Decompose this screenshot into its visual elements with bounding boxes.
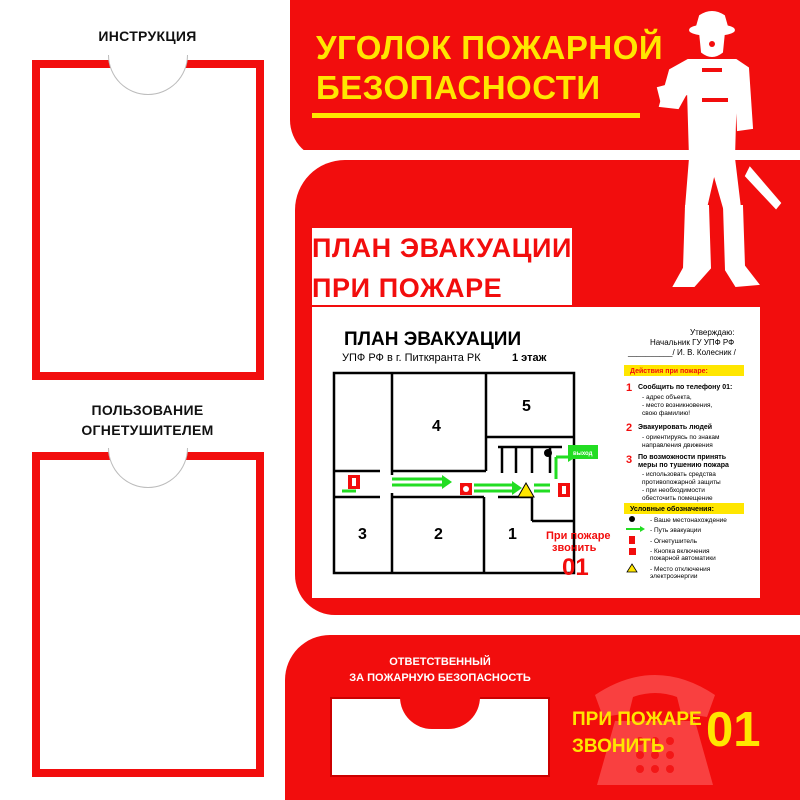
step-1-title: Сообщить по телефону 01: [638, 384, 733, 391]
exit-sign-label: выход [573, 451, 593, 457]
responsible-label-line1: ОТВЕТСТВЕННЫЙ [389, 656, 491, 668]
legend-alarm-icon [629, 548, 636, 555]
emergency-call-line2: ЗВОНИТЬ [572, 736, 665, 757]
extinguisher-label-line2: ОГНЕТУШИТЕЛЕМ [81, 422, 214, 438]
plan-call-line2: звонить [552, 542, 597, 554]
room-3: 3 [358, 526, 367, 543]
plan-subtitle: УПФ РФ в г. Питкяранта РК [342, 352, 481, 364]
approve-line2: Начальник ГУ УПФ РФ [650, 338, 735, 347]
extinguisher-label [40, 400, 255, 440]
step-3-detail: - при необходимости [642, 487, 705, 494]
evacuation-plan-drawing [312, 307, 760, 598]
evacuation-plan [310, 305, 762, 600]
emergency-call-line1: ПРИ ПОЖАРЕ [572, 709, 702, 730]
approve-line1: Утверждаю: [690, 328, 735, 337]
room-4: 4 [432, 418, 441, 435]
plan-floor: 1 этаж [512, 352, 547, 364]
step-3-detail: противопожарной защиты [642, 479, 721, 486]
responsible-label-line2: ЗА ПОЖАРНУЮ БЕЗОПАСНОСТЬ [349, 672, 531, 684]
evacuation-route [342, 452, 576, 495]
extinguisher-label-line1: ПОЛЬЗОВАНИЕ [91, 402, 204, 418]
step-1-detail: свою фамилию! [642, 410, 691, 417]
step-2-num: 2 [626, 422, 633, 434]
step-3-detail: - использовать средства [642, 471, 716, 478]
legend-item: - Ваше местонахождение [650, 517, 727, 524]
actions-title: Действия при пожаре: [630, 368, 708, 375]
instruction-label: ИНСТРУКЦИЯ [98, 28, 197, 44]
legend-power-icon [627, 564, 637, 572]
plan-call-number: 01 [562, 554, 589, 581]
responsible-label [330, 654, 550, 686]
step-3-title: По возможности принять [638, 454, 727, 461]
room-1: 1 [508, 526, 517, 543]
legend-item: электроэнергии [650, 573, 698, 580]
header-title-line1: УГОЛОК ПОЖАРНОЙ [316, 29, 664, 66]
step-3-num: 3 [626, 454, 633, 466]
plan-section-title-line2: ПРИ ПОЖАРЕ [312, 273, 503, 303]
step-3-title2: меры по тушению пожара [638, 462, 729, 469]
legend-extinguisher-icon [629, 536, 635, 544]
legend-item: - Путь эвакуации [650, 527, 702, 534]
firefighter-icon [640, 8, 785, 293]
plan-call-line1: При пожаре [546, 530, 611, 542]
legend-item: - Огнетушитель [650, 538, 698, 545]
step-3-detail: обесточить помещение [642, 495, 713, 502]
step-1-detail: - место возникновения, [642, 402, 713, 409]
step-2-detail: - ориентируясь по знакам [642, 434, 720, 441]
step-2-title: Эвакуировать людей [638, 424, 713, 431]
room-5: 5 [522, 398, 531, 415]
legend-route-icon [640, 526, 645, 532]
legend-item: - Кнопка включения [650, 548, 710, 555]
plan-section-title [312, 228, 572, 308]
step-1-num: 1 [626, 382, 633, 394]
step-1-detail: - адрес объекта, [642, 394, 692, 401]
header-underline [312, 113, 640, 118]
plan-title: ПЛАН ЭВАКУАЦИИ [344, 329, 522, 350]
extinguisher-pocket [32, 452, 264, 777]
floor-plan-walls [334, 373, 574, 573]
room-2: 2 [434, 526, 443, 543]
legend-item: - Место отключения [650, 566, 711, 573]
legend-title: Условные обозначения: [630, 506, 714, 513]
legend-item: пожарной автоматики [650, 555, 716, 562]
header-title-line2: БЕЗОПАСНОСТИ [316, 69, 601, 106]
emergency-number: 01 [706, 703, 761, 757]
plan-section-title-line1: ПЛАН ЭВАКУАЦИИ [312, 233, 573, 263]
emergency-call-text [572, 706, 702, 760]
approve-line3: __________/ И. В. Колесник / [628, 348, 736, 357]
power-cutoff-marker [518, 483, 534, 497]
instruction-pocket [32, 60, 264, 380]
legend-location-icon [629, 516, 635, 522]
step-2-detail: направления движения [642, 442, 713, 449]
location-marker [544, 449, 552, 457]
